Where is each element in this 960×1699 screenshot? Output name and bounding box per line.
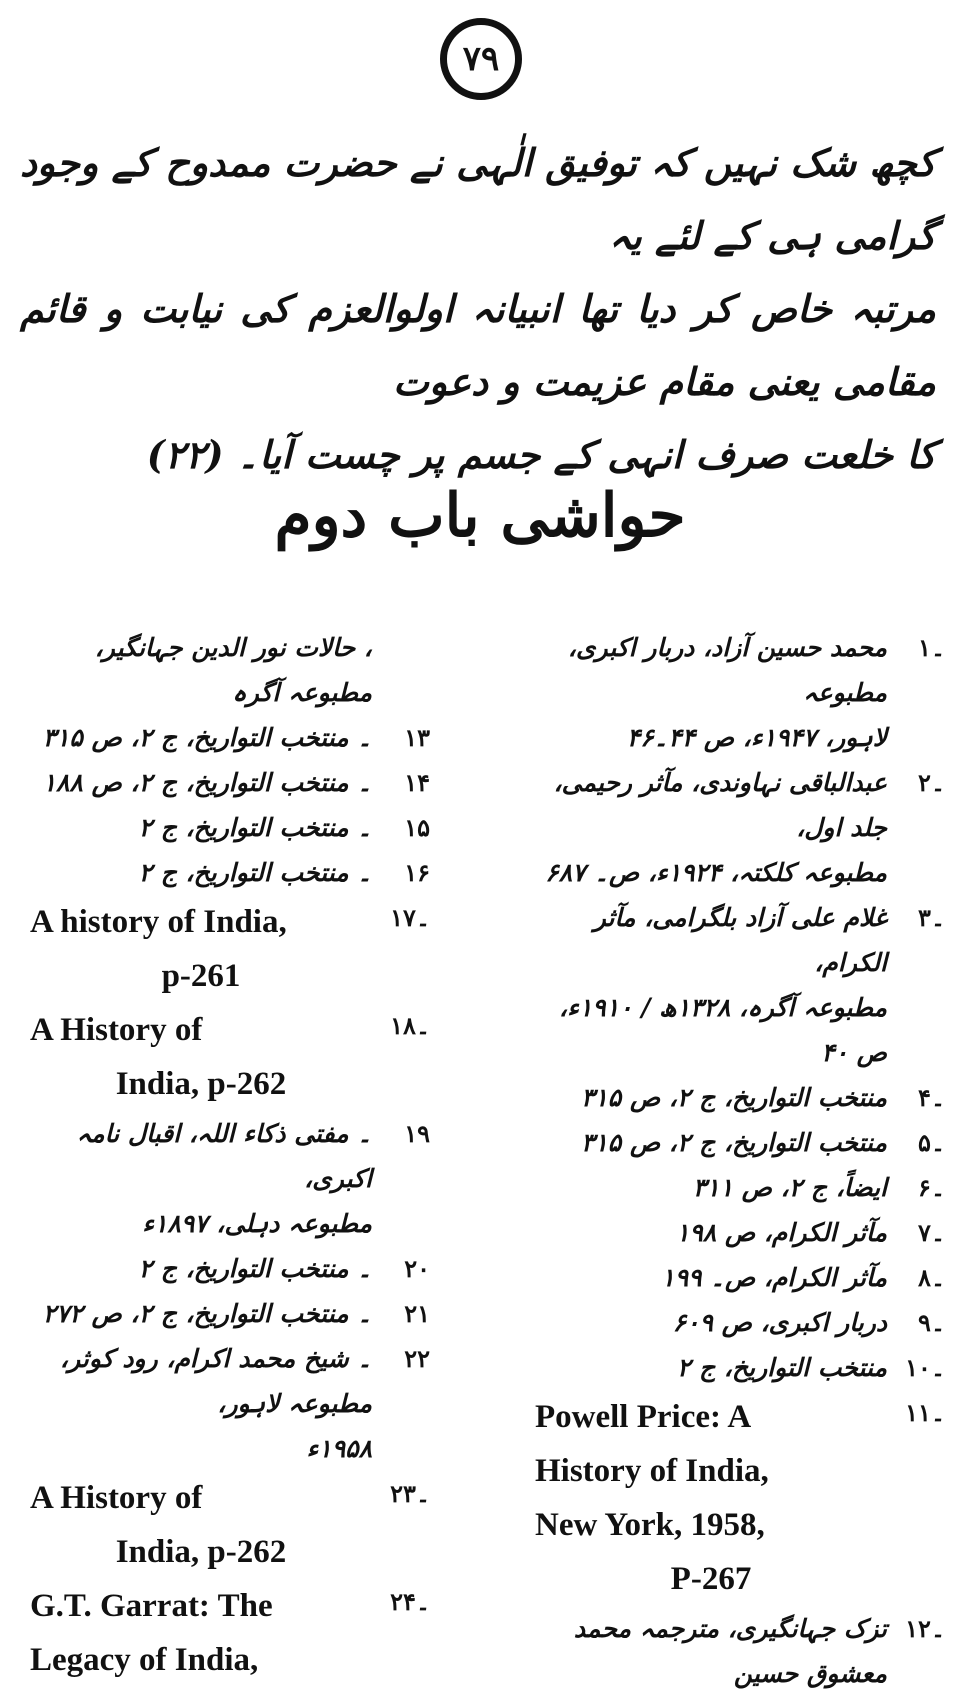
footnote-number: ۔۹ xyxy=(918,1308,945,1337)
footnote-line: ۔ منتخب التواریخ، ج ۲ xyxy=(138,858,372,887)
footnote xyxy=(535,1390,945,1606)
footnote xyxy=(30,1579,430,1687)
footnote-text xyxy=(30,1111,372,1246)
footnote-number: ۔۲ xyxy=(918,768,945,797)
footnote-text xyxy=(535,1255,887,1300)
footnote-line: ۔ شیخ محمد اکرام، رود کوثر، مطبوعہ لاہور، xyxy=(60,1344,372,1418)
footnote-number: ۱۹ xyxy=(404,1119,430,1148)
footnote-line: India, p-262 xyxy=(115,1066,287,1102)
footnote xyxy=(30,1003,430,1111)
footnote-number: ۔۷ xyxy=(918,1218,945,1247)
footnote xyxy=(535,895,945,1075)
footnote-text xyxy=(535,1300,887,1345)
footnote xyxy=(535,1075,945,1120)
section-heading: حواشی باب دوم xyxy=(274,481,686,551)
footnote-line: منتخب التواریخ، ج ۲ xyxy=(676,1353,887,1382)
footnote-line: ۔ منتخب التواریخ، ج ۲، ص ۲۷۲ xyxy=(42,1299,372,1328)
footnote-line: تزک جہانگیری، مترجمہ محمد معشوق حسین xyxy=(573,1614,887,1688)
footnote-text xyxy=(30,625,372,715)
footnote-line: دربار اکبری، ص ۶۰۹ xyxy=(672,1308,887,1337)
footnote-text xyxy=(30,1336,372,1471)
footnote-line: ، حالات نور الدین جہانگیر، مطبوعہ آگرہ xyxy=(94,633,372,707)
footnote-line: ایضاً، ج ۲، ص ۳۱۱ xyxy=(692,1173,887,1202)
footnote xyxy=(30,715,430,760)
footnote-text xyxy=(535,625,887,760)
footnote-number: ۔۱۷ xyxy=(390,903,430,932)
footnote-text xyxy=(30,1003,372,1111)
footnote-text xyxy=(535,1210,887,1255)
footnote-text xyxy=(535,1606,887,1696)
page-number: ۷۹ xyxy=(440,18,522,100)
footnote-line: ص ۴۰ xyxy=(821,1038,887,1067)
footnote-line: منتخب التواریخ، ج ۲، ص ۳۱۵ xyxy=(580,1128,887,1157)
footnote-number: ۔۱۲ xyxy=(905,1614,945,1643)
footnote-text xyxy=(30,850,372,895)
footnote-line: لاہور، ۱۹۴۷ء، ص ۴۴۔۴۶ xyxy=(626,723,887,752)
footnote-number: ۔۳ xyxy=(918,903,945,932)
footnote-line: منتخب التواریخ، ج ۲، ص ۳۱۵ xyxy=(580,1083,887,1112)
footnote-line: مطبوعہ دہلی، ۱۸۹۷ء xyxy=(142,1209,372,1238)
footnote xyxy=(535,1165,945,1210)
footnote-text xyxy=(30,1246,372,1291)
footnote-line: غلام علی آزاد بلگرامی، مآثر الکرام، xyxy=(593,903,887,977)
footnote xyxy=(535,760,945,895)
footnote-text xyxy=(30,1579,372,1687)
footnote xyxy=(30,1336,430,1471)
footnote-number: ۱۶ xyxy=(404,858,430,887)
footnote-line: ۔ منتخب التواریخ، ج ۲، ص ۱۸۸ xyxy=(42,768,372,797)
footnote-number: ۔۴ xyxy=(918,1083,945,1112)
footnote-line: A History of xyxy=(30,1480,203,1516)
footnote-line: مآثر الکرام، ص۔ ۱۹۹ xyxy=(661,1263,887,1292)
footnote-number: ۱۵ xyxy=(404,813,430,842)
intro-line: کچھ شک نہیں کہ توفیق الٰہی نے حضرت ممدوح کے وجود گرامی ہی کے لئے یہ xyxy=(20,140,936,258)
footnote-line: ۔ منتخب التواریخ، ج ۲ xyxy=(138,1254,372,1283)
footnote-line: ۱۹۵۸ء xyxy=(306,1434,372,1463)
footnote-text xyxy=(30,1471,372,1579)
notes-column-left xyxy=(30,625,430,1687)
footnote xyxy=(30,760,430,805)
footnote xyxy=(30,850,430,895)
footnote-line: ۔ منتخب التواریخ، ج ۲ xyxy=(138,813,372,842)
footnote-number: ۲۰ xyxy=(404,1254,430,1283)
footnote-number: ۔۱ xyxy=(918,633,945,662)
footnote-number: ۔۲۴ xyxy=(390,1587,430,1616)
footnote-line: India, p-262 xyxy=(115,1534,287,1570)
footnote-line: A history of India, xyxy=(30,904,287,940)
footnote-number: ۱۴ xyxy=(404,768,430,797)
footnote-line: New York, 1958, xyxy=(535,1507,765,1543)
footnote-line: G.T. Garrat: The xyxy=(30,1588,273,1624)
footnote-number: ۔۵ xyxy=(918,1128,945,1157)
footnote-text xyxy=(535,760,887,895)
footnote-text xyxy=(30,760,372,805)
footnote xyxy=(535,1300,945,1345)
footnote-text xyxy=(535,895,887,1075)
footnote xyxy=(535,1606,945,1696)
footnote-number: ۔۱۱ xyxy=(905,1398,945,1427)
footnote-number: ۔۱۰ xyxy=(905,1353,945,1382)
footnote-number: ۱۳ xyxy=(404,723,430,752)
footnote-number: ۲۱ xyxy=(404,1299,430,1328)
footnote-line: مآثر الکرام، ص ۱۹۸ xyxy=(675,1218,887,1247)
footnote-line: مطبوعہ آگرہ، ۱۳۲۸ھ / ۱۹۱۰ء، xyxy=(559,993,887,1022)
footnote-text xyxy=(30,895,372,1003)
footnote-line: P-267 xyxy=(670,1561,752,1597)
intro-line: مرتبہ خاص کر دیا تھا انبیانہ اولوالعزم کی نیابت و قائم مقامی یعنی مقام عزیمت و دعوت xyxy=(20,286,936,404)
footnote-text xyxy=(535,1345,887,1390)
footnote xyxy=(535,1120,945,1165)
footnote xyxy=(30,1291,430,1336)
footnote-text xyxy=(535,1165,887,1210)
footnote xyxy=(535,625,945,760)
footnote-number: ۔۱۸ xyxy=(390,1011,430,1040)
footnote-line: A History of xyxy=(30,1012,203,1048)
footnote xyxy=(30,895,430,1003)
footnote-text xyxy=(535,1390,887,1606)
footnote xyxy=(535,1210,945,1255)
notes-column-right xyxy=(535,625,945,1696)
footnote xyxy=(30,1471,430,1579)
footnote-line: مطبوعہ کلکتہ، ۱۹۲۴ء، ص۔ ۶۸۷ xyxy=(545,858,887,887)
footnote-line: p-261 xyxy=(161,958,241,994)
footnote-number: ۔۲۳ xyxy=(390,1479,430,1508)
footnote-number: ۔۸ xyxy=(918,1263,945,1292)
footnote-line: Legacy of India, xyxy=(30,1642,259,1678)
footnote xyxy=(30,1246,430,1291)
footnote xyxy=(30,805,430,850)
footnote-text xyxy=(30,805,372,850)
intro-line: کا خلعت صرف انہی کے جسم پر چست آیا۔ (۲۲) xyxy=(146,432,936,477)
footnote-line: History of India, xyxy=(535,1453,769,1489)
footnote xyxy=(535,1255,945,1300)
footnote-number: ۲۲ xyxy=(404,1344,430,1373)
footnote xyxy=(535,1345,945,1390)
footnote-text xyxy=(535,1120,887,1165)
footnote-line: محمد حسین آزاد، دربار اکبری، مطبوعہ xyxy=(567,633,887,707)
footnote-text xyxy=(30,1291,372,1336)
footnote-line: Powell Price: A xyxy=(535,1399,752,1435)
footnote xyxy=(30,625,430,715)
footnote-line: عبدالباقی نہاوندی، مآثر رحیمی، جلد اول، xyxy=(553,768,887,842)
footnote-line: ۔ مفتی ذکاء اللہ، اقبال نامہ اکبری، xyxy=(76,1119,372,1193)
footnote-text xyxy=(535,1075,887,1120)
footnote-text xyxy=(30,715,372,760)
intro-paragraph xyxy=(20,126,936,491)
footnote-line: ۔ منتخب التواریخ، ج ۲، ص ۳۱۵ xyxy=(42,723,372,752)
footnote xyxy=(30,1111,430,1246)
footnote-number: ۔۶ xyxy=(918,1173,945,1202)
